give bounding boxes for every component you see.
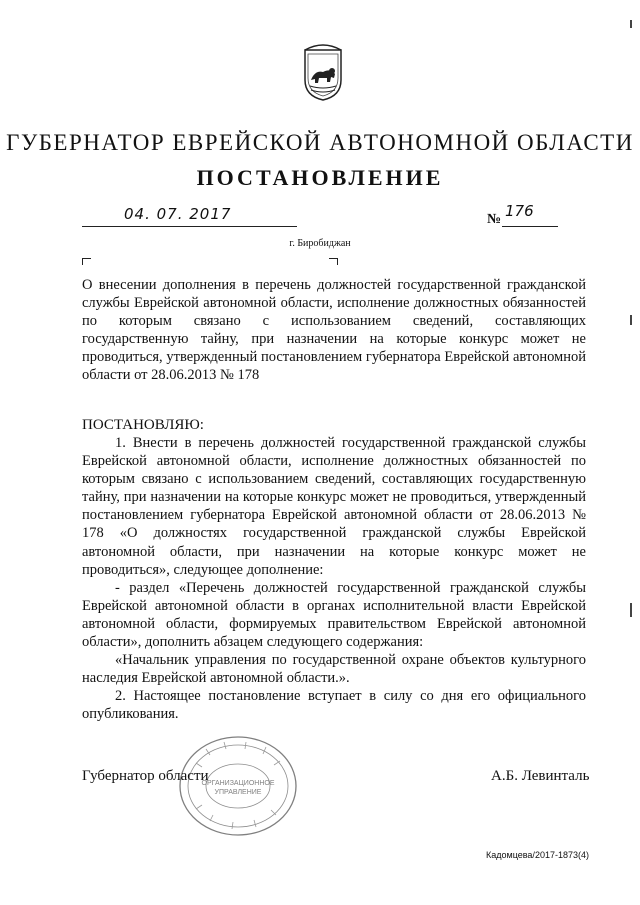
date-underline bbox=[82, 226, 297, 227]
handwritten-date: 04. 07. 2017 bbox=[124, 205, 232, 223]
document-subject bbox=[82, 276, 586, 385]
subject-text: О внесении дополнения в перечень должностей государственной гражданской службы Еврейской автономной области, исполнение должностных обязанностей по которым связано с использованием сведений, составляющих государственную тайну, при назначении на которые конкурс может не проводиться, утвержденный постановлением губернатора Еврейской автономной области от 28.06.2013 № 178 bbox=[82, 277, 586, 384]
organizational-seal-stamp bbox=[176, 733, 300, 839]
decree-word: ПОСТАНОВЛЯЮ: bbox=[82, 417, 204, 433]
signatory-position: Губернатор области bbox=[82, 768, 209, 784]
body-paragraph-1: 1. Внести в перечень должностей государственной гражданской службы Еврейской автономной области, исполнение должностных обязанностей по которым связано с использованием сведений, составляющих государственную тайну, при назначении на которые конкурс может не проводиться, утвержденный постановлением губернатора Еврейской автономной области от 28.06.2013 № 178 «О должностях государственной гражданской службы Еврейской автономной области, при назначении на которые конкурс может не проводиться», следующее дополнение: bbox=[82, 435, 586, 578]
document-authority-title: ГУБЕРНАТОР ЕВРЕЙСКОЙ АВТОНОМНОЙ ОБЛАСТИ bbox=[6, 130, 634, 155]
subject-bracket-right bbox=[329, 258, 338, 265]
coat-of-arms-emblem bbox=[301, 40, 345, 102]
document-body bbox=[82, 434, 586, 724]
scan-edge-mark-2 bbox=[630, 315, 632, 325]
handwritten-number: 176 bbox=[505, 202, 534, 220]
scan-edge-mark-3 bbox=[630, 603, 632, 617]
body-paragraph-4: 2. Настоящее постановление вступает в силу со дня его официального опубликования. bbox=[82, 688, 586, 723]
number-underline bbox=[502, 226, 558, 227]
body-paragraph-2: - раздел «Перечень должностей государственной гражданской службы Еврейской автономной области в органах исполнительной власти Еврейской автономной области, формируемых правительством Еврейской автономной области», дополнить абзацем следующего содержания: bbox=[82, 579, 586, 651]
document-reference-footer: Кадомцева/2017-1873(4) bbox=[486, 850, 589, 860]
signatory-name: А.Б. Левинталь bbox=[491, 768, 590, 784]
number-label: № bbox=[487, 212, 502, 227]
seal-text-line-2: УПРАВЛЕНИЕ bbox=[214, 789, 262, 796]
body-paragraph-3: «Начальник управления по государственной охране объектов культурного наследия Еврейской автономной области.». bbox=[82, 652, 586, 687]
city-name: г. Биробиджан bbox=[289, 238, 351, 249]
document-type-heading: ПОСТАНОВЛЕНИЕ bbox=[196, 165, 444, 190]
scan-edge-mark-1 bbox=[630, 20, 632, 28]
document-date bbox=[124, 205, 244, 223]
seal-text-line-1: ОРГАНИЗАЦИОННОЕ bbox=[201, 780, 275, 787]
subject-bracket-left bbox=[82, 258, 91, 265]
